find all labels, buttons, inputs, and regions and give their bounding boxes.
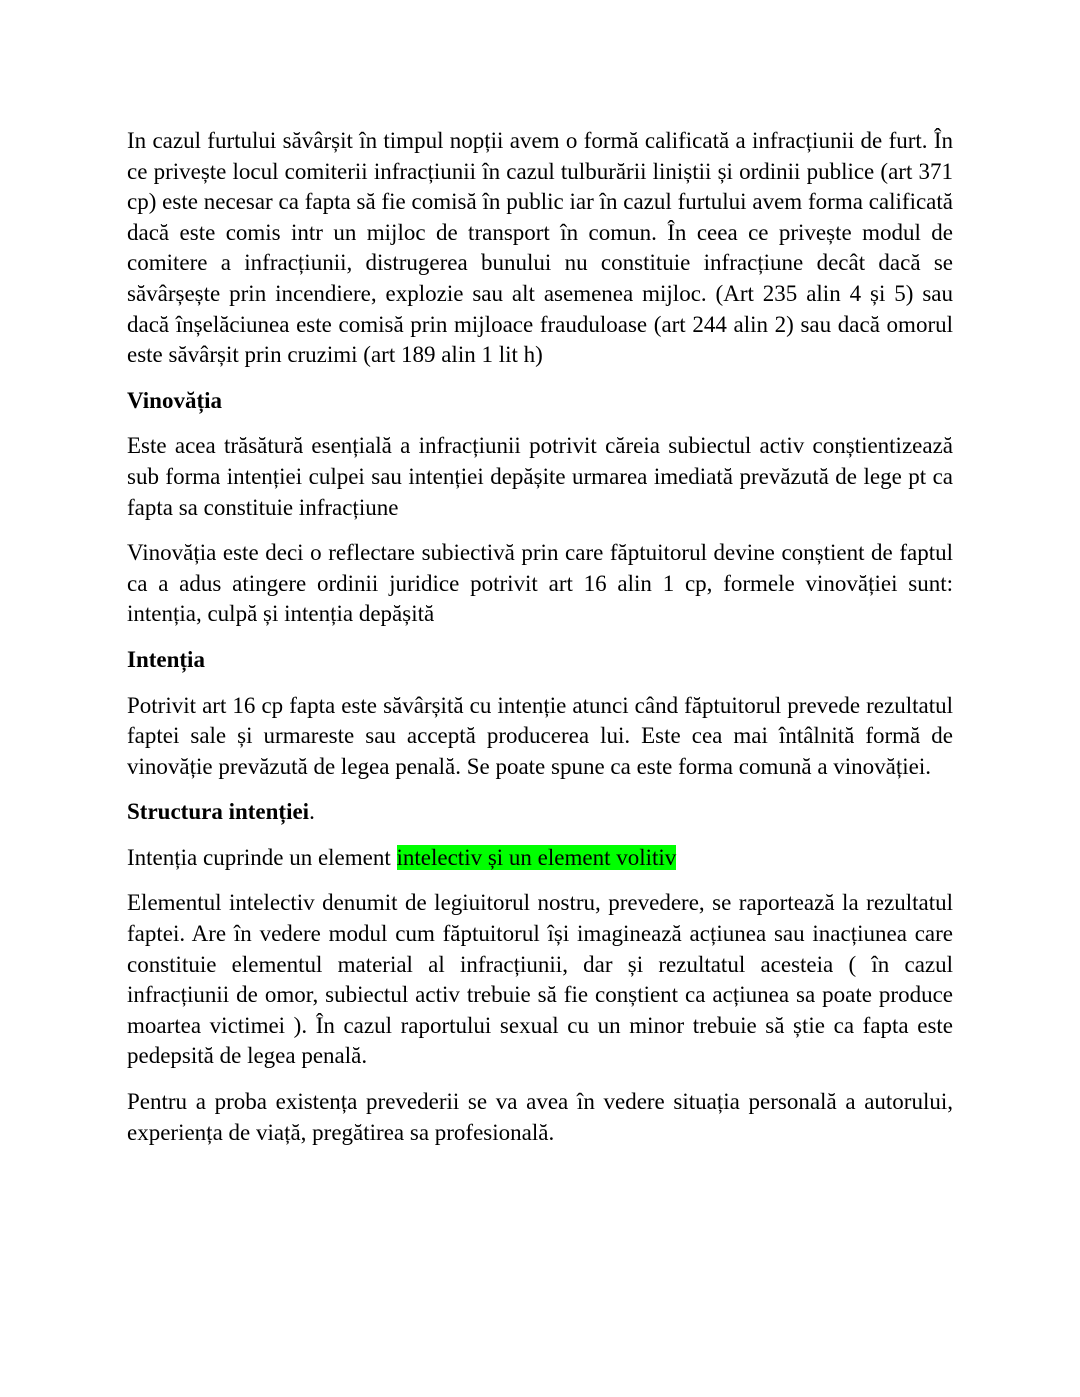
paragraph-element-intelectiv: Elementul intelectiv denumit de legiuitorul nostru, prevedere, se raportează la rezultatul faptei. Are în vedere modul cum făptuitorul își imaginează acțiunea sau inacțiunea care constituie elementul material al infracțiunii, dar și rezultatul acesteia ( în cazul infracțiunii de omor, subiectul activ trebuie să fie conștient ca acțiunea sa poate produce moartea victimei ). În cazul raportului sexual cu un minor trebuie să știe ca fapta este pedepsită de legea penală. [127,890,953,1069]
heading-intentia: Intenția [127,646,205,672]
heading-structura-intentiei [127,797,953,828]
paragraph-proba-prevedere: Pentru a proba existența prevederii se va avea în vedere situația personală a autorului, experiența de viață, pregătirea sa profesională. [127,1089,953,1145]
paragraph-elemente-intentie [127,843,953,874]
document-page [127,126,953,1148]
highlighted-text: intelectiv și un element volitiv [396,844,677,870]
heading-structura-text: Structura intenției [127,799,310,825]
heading-structura-dot: . [309,799,315,825]
paragraph-forme-vinovatie: Vinovăția este deci o reflectare subiectivă prin care făptuitorul devine conștient de faptul ca a adus atingere ordinii juridice potrivit art 16 alin 1 cp, formele vinovăției sunt: intenția, culpă și intenția depășită [127,540,953,627]
elemente-intentie-text: Intenția cuprinde un element [127,844,397,870]
heading-vinovatia: Vinovăția [127,387,222,413]
paragraph-furt-calificat: In cazul furtului săvârșit în timpul nopții avem o formă calificată a infracțiunii de furt. În ce privește locul comiterii infracțiunii în cazul tulburării liniștii și ordinii publice (art 371 cp) este necesar ca fapta să fie comisă în public iar în cazul furtului avem forma calificată dacă este comis intr un mijloc de transport în comun. În ceea ce privește modul de comitere a infracțiunii, distrugerea bunului nu constituie infracțiune decât dacă se săvârșește prin incendiere, explozie sau alt asemenea mijloc. (Art 235 alin 4 și 5) sau dacă înșelăciunea este comisă prin mijloace frauduloase (art 244 alin 2) sau dacă omorul este săvârșit prin cruzimi (art 189 alin 1 lit h) [127,128,953,368]
paragraph-definitie-vinovatie: Este acea trăsătură esențială a infracțiunii potrivit căreia subiectul activ conștientizează sub forma intenției culpei sau intenției depășite urmarea imediată prevăzută de lege pt ca fapta sa constituie infracțiune [127,433,953,520]
paragraph-definitie-intentie: Potrivit art 16 cp fapta este săvârșită cu intenție atunci când făptuitorul prevede rezultatul faptei sale și urmareste sau acceptă producerea lui. Este cea mai întâlnită formă de vinovăție prevăzută de legea penală. Se poate spune ca este forma comună a vinovăției. [127,692,953,779]
